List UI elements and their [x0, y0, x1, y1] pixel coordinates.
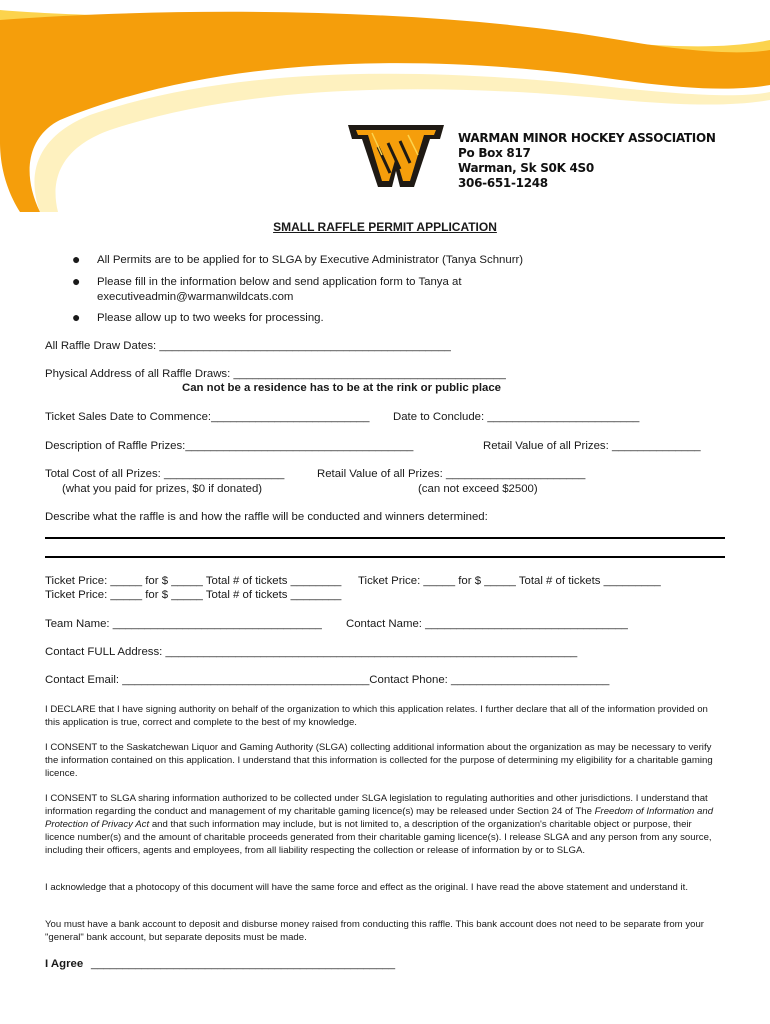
retail-value-note: (can not exceed $2500) [418, 483, 538, 495]
declare-paragraph: I DECLARE that I have signing authority on behalf of the organization to which this application relates. I further declare that all of the information provided on this application is true, correct and complete to the best of my knowledge. [45, 704, 708, 728]
describe-line-2[interactable] [45, 556, 725, 558]
bullet-processing: Please allow up to two weeks for processing. [97, 312, 324, 324]
draw-dates-field[interactable]: All Raffle Draw Dates: ______________________________________________ [45, 340, 451, 352]
retail-value-2-field[interactable]: Retail Value of all Prizes: ______________________ [317, 468, 586, 480]
org-phone: 306-651-1248 [458, 176, 548, 190]
date-conclude-field[interactable]: Date to Conclude: ________________________ [393, 411, 640, 423]
team-name-field[interactable]: Team Name: _________________________________ [45, 618, 322, 630]
bullet-send-form: Please fill in the information below and send application form to Tanya at [97, 276, 462, 288]
consent-paragraph-2: I CONSENT to SLGA sharing information authorized to be collected under SLGA legislation to regulating authorities and other jurisdictions. I understand that information regarding the conduct and management of my charitable gaming licence(s) may be released under Section 24 of The Freedom of Information and Protection of Privacy Act and that such information may include, but is not limited to, a description of the organization's charitable object or purpose, their licence number(s) and the amount of charitable proceeds generated from their charitable gaming licence(s). I release SLGA and any person from any source, including their officers, agents and employees, from all liability respecting the collection or release of information by or to SLGA. [45, 793, 714, 856]
describe-line-1[interactable] [45, 537, 725, 539]
address-field[interactable]: Physical Address of all Raffle Draws: ___________________________________________ [45, 368, 506, 380]
sales-commence-field[interactable]: Ticket Sales Date to Commence:_________________________ [45, 411, 370, 423]
bank-paragraph: You must have a bank account to deposit and disburse money raised from conducting this raffle. This bank account does not need to be separate from your "general" bank account, but separate deposits must be made. [45, 919, 704, 943]
org-po-box: Po Box 817 [458, 146, 531, 160]
total-cost-note: (what you paid for prizes, $0 if donated) [62, 483, 263, 495]
bullet-email: executiveadmin@warmanwildcats.com [97, 291, 294, 303]
contact-email-phone-field[interactable]: Contact Email: _______________________________________Contact Phone: _________________________ [45, 674, 610, 686]
bullet-permits: All Permits are to be applied for to SLGA by Executive Administrator (Tanya Schnurr) [97, 254, 524, 266]
total-cost-field[interactable]: Total Cost of all Prizes: ___________________ [45, 468, 285, 480]
consent-paragraph-1: I CONSENT to the Saskatchewan Liquor and Gaming Authority (SLGA) collecting additional information about the organization as may be necessary to verify the information contained on this application. I understand that this information is collected for the purpose of determining my eligibility for a charitable gaming licence. [45, 742, 713, 779]
describe-label: Describe what the raffle is and how the raffle will be conducted and winners determined: [45, 511, 488, 523]
bullet-icon: ● [72, 273, 81, 289]
bullet-icon: ● [72, 309, 81, 325]
org-info [458, 131, 716, 191]
page-title: SMALL RAFFLE PERMIT APPLICATION [273, 220, 497, 234]
prize-description-field[interactable]: Description of Raffle Prizes:____________________________________ [45, 440, 414, 452]
contact-name-field[interactable]: Contact Name: ________________________________ [346, 618, 628, 630]
contact-address-field[interactable]: Contact FULL Address: _________________________________________________________________ [45, 646, 578, 658]
bullet-icon: ● [72, 251, 81, 267]
w-claw-logo-icon [348, 125, 444, 187]
org-city: Warman, Sk S0K 4S0 [458, 161, 594, 175]
ticket-price-row-2[interactable]: Ticket Price: _____ for $ _____ Total # of tickets ________ [45, 589, 342, 601]
agree-label: I Agree [45, 958, 84, 970]
ticket-price-row-1[interactable]: Ticket Price: _____ for $ _____ Total # of tickets ________ [45, 575, 342, 587]
privacy-act-title: Freedom of Information and Protection of Privacy Act [45, 806, 714, 830]
acknowledge-paragraph: I acknowledge that a photocopy of this document will have the same force and effect as the original. I have read the above statement and understand it. [45, 882, 689, 893]
address-note: Can not be a residence has to be at the rink or public place [182, 382, 502, 394]
org-name: WARMAN MINOR HOCKEY ASSOCIATION [458, 131, 716, 145]
retail-value-field[interactable]: Retail Value of all Prizes: ______________ [483, 440, 701, 452]
agree-signature-line[interactable]: ________________________________________________ [91, 958, 396, 970]
ticket-price-row-1b[interactable]: Ticket Price: _____ for $ _____ Total # of tickets _________ [358, 575, 661, 587]
